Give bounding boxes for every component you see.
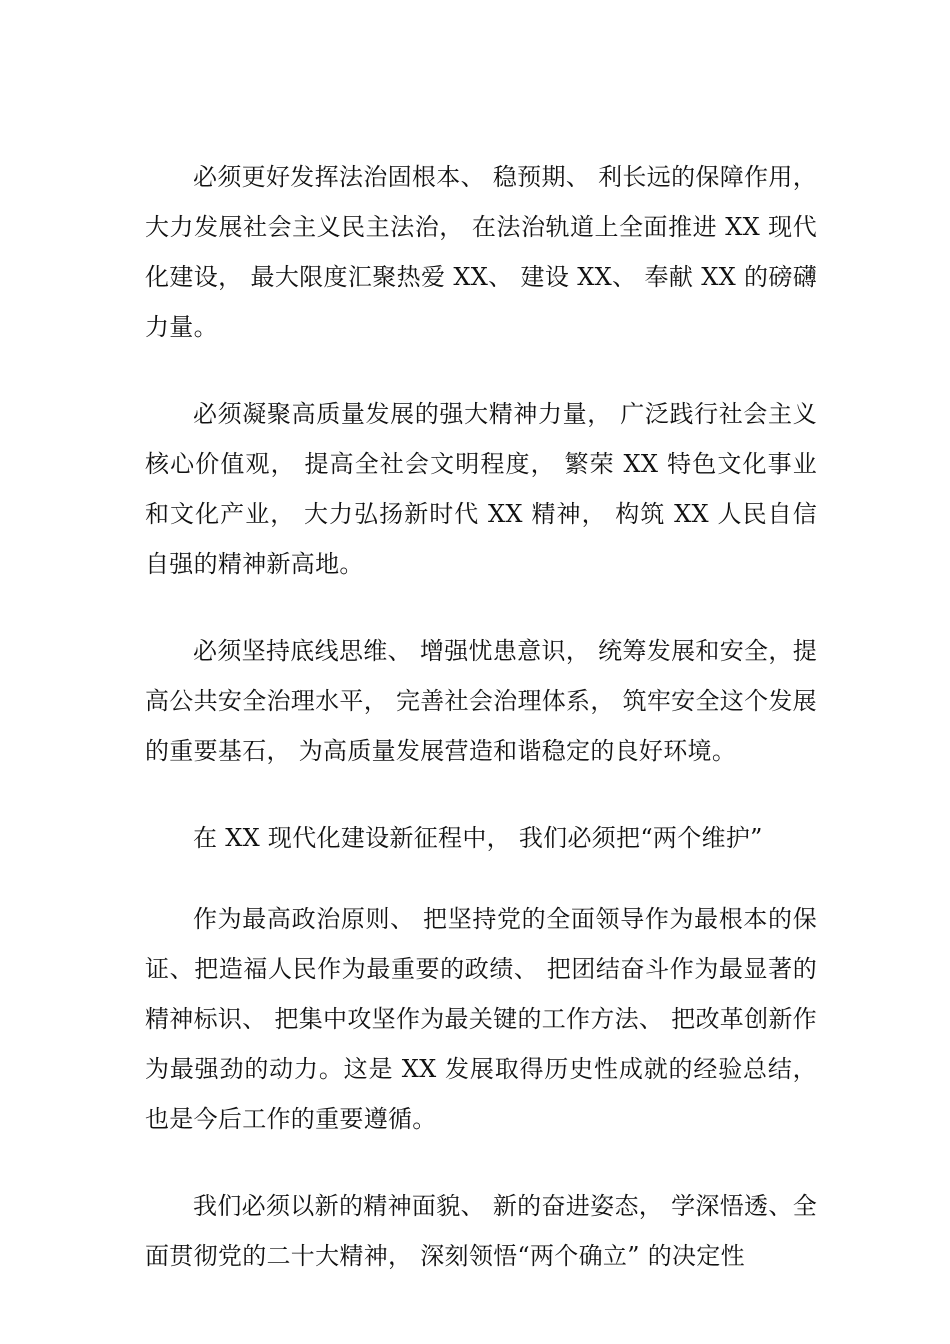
paragraph-principles: 作为最高政治原则、 把坚持党的全面领导作为最根本的保证、把造福人民作为最重要的政绩、 把团结奋斗作为最显著的精神标识、 把集中攻坚作为最关键的工作方法、 把改革创新作为最强劲的动力。这是 XX 发展取得历史性成就的经验总结，也是今后工作的重要遵循。 [145,905,817,1133]
document-page [145,152,817,1281]
paragraph-rule-of-law: 必须更好发挥法治固根本、 稳预期、 利长远的保障作用，大力发展社会主义民主法治， 在法治轨道上全面推进 XX 现代化建设， 最大限度汇聚热爱 XX、 建设 XX、 奉献 XX 的磅礴力量。 [145,163,817,341]
paragraph-spiritual-strength: 必须凝聚高质量发展的强大精神力量， 广泛践行社会主义核心价值观， 提高全社会文明程度， 繁荣 XX 特色文化事业和文化产业， 大力弘扬新时代 XX 精神， 构筑 XX 人民自信自强的精神新高地。 [145,400,817,578]
paragraph-security: 必须坚持底线思维、 增强忧患意识， 统筹发展和安全，提高公共安全治理水平， 完善社会治理体系， 筑牢安全这个发展的重要基石， 为高质量发展营造和谐稳定的良好环境。 [145,637,817,765]
paragraph-new-spirit: 我们必须以新的精神面貌、 新的奋进姿态， 学深悟透、全面贯彻党的二十大精神， 深刻领悟“两个确立” 的决定性 [145,1192,817,1270]
paragraph-new-journey: 在 XX 现代化建设新征程中， 我们必须把“两个维护” [193,824,763,852]
